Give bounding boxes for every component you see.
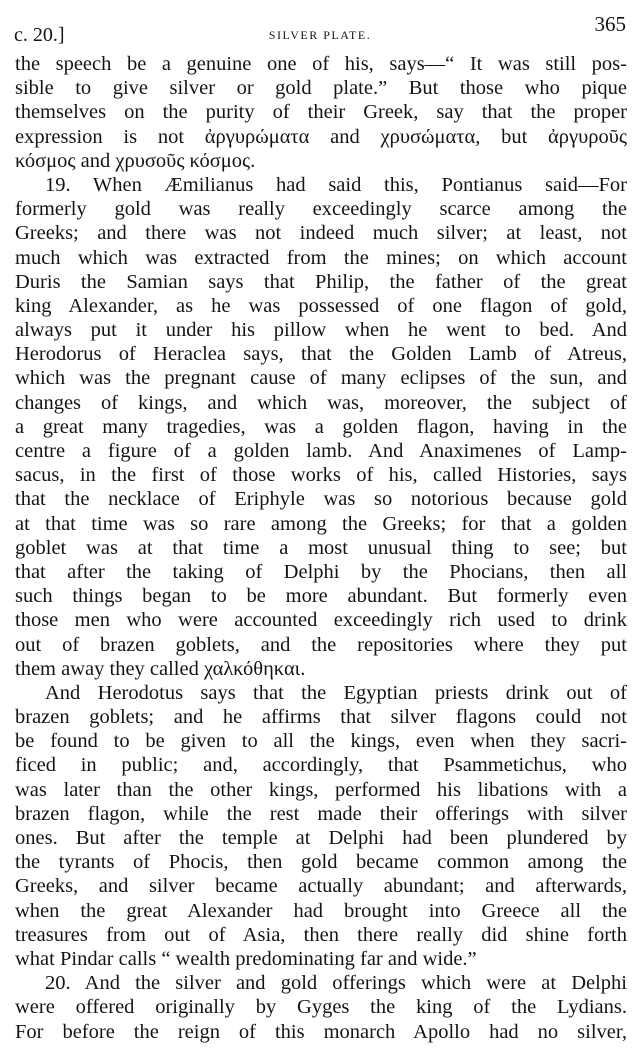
text-line: 20. And the silver and gold offerings which were at Delphi [45,972,627,995]
text-line: changes of kings, and which was, moreover, the subject of [15,391,627,414]
text-line: themselves on the purity of their Greek, say that the proper [15,101,627,124]
text-line: was later than the other kings, performed his libations with a [15,778,627,801]
text-line: king Alexander, as he was possessed of one flagon of gold, [15,294,627,317]
text-line: And Herodotus says that the Egyptian priests drink out of [45,681,627,704]
text-line: such things began to be more abundant. But formerly even [15,585,627,608]
running-header [14,12,626,46]
text-line: always put it under his pillow when he went to bed. And [15,319,627,342]
text-line: the speech be a genuine one of his, says—“ It was still pos- [15,53,627,75]
text-line: be found to be given to all the kings, even when they sacri- [15,730,627,753]
text-line: κόσμος and χρυσοῦς κόσμος. [15,149,256,172]
text-line: treasures from out of Asia, then there really did shine forth [15,923,627,946]
text-line: Herodorus of Heraclea says, that the Golden Lamb of Atreus, [15,343,627,366]
text-line: much which was extracted from the mines; on which account [15,246,627,269]
text-line: what Pindar calls “ wealth predominating far and wide.” [15,947,477,970]
text-line: formerly gold was really exceedingly scarce among the [15,198,627,221]
text-line: For before the reign of this monarch Apollo had no silver, [15,1020,627,1043]
text-line: brazen flagon, while the rest made their offerings with silver [15,802,627,825]
text-line: goblet was at that time a most unusual thing to see; but [15,536,627,559]
text-line: which was the pregnant cause of many eclipses of the sun, and [15,367,627,390]
text-line: 19. When Æmilianus had said this, Pontianus said—For [45,173,627,196]
text-line: ones. But after the temple at Delphi had been plundered by [15,827,627,849]
body-text [15,52,627,1044]
text-line: centre a figure of a golden lamb. And Anaximenes of Lamp- [15,440,627,462]
text-line: sible to give silver or gold plate.” But those who pique [15,77,627,100]
text-line: Greeks, and silver became actually abundant; and afterwards, [15,875,627,898]
text-line: at that time was so rare among the Greeks; for that a golden [15,512,627,535]
running-title: SILVER PLATE. [268,28,372,42]
text-line: when the great Alexander had brought into Greece all the [15,899,627,922]
text-line: those men who were accounted exceedingly rich used to drink [15,609,627,632]
page-number: 365 [594,12,626,36]
text-line: Greeks; and there was not indeed much silver; at least, not [15,222,627,245]
text-line: sacus, in the first of those works of his, called Histories, says [15,464,627,487]
text-line: them away they called χαλκόθηκαι. [15,657,306,680]
text-line: were offered originally by Gyges the king of the Lydians. [15,996,627,1019]
text-line: a great many tragedies, was a golden flagon, having in the [15,415,627,438]
text-line: the tyrants of Phocis, then gold became common among the [15,851,627,874]
text-line: Duris the Samian says that Philip, the father of the great [15,270,627,293]
text-line: out of brazen goblets, and the repositories where they put [15,633,627,656]
chapter-reference: c. 20.] [14,24,65,46]
text-line: ficed in public; and, accordingly, that Psammetichus, who [15,754,627,777]
text-line: that the necklace of Eriphyle was so notorious because gold [15,488,627,511]
text-line: brazen goblets; and he affirms that silver flagons could not [15,706,627,729]
text-line: that after the taking of Delphi by the Phocians, then all [15,560,627,583]
text-line: expression is not ἀργυρώματα and χρυσώματα, but ἀργυροῦς [15,125,627,148]
